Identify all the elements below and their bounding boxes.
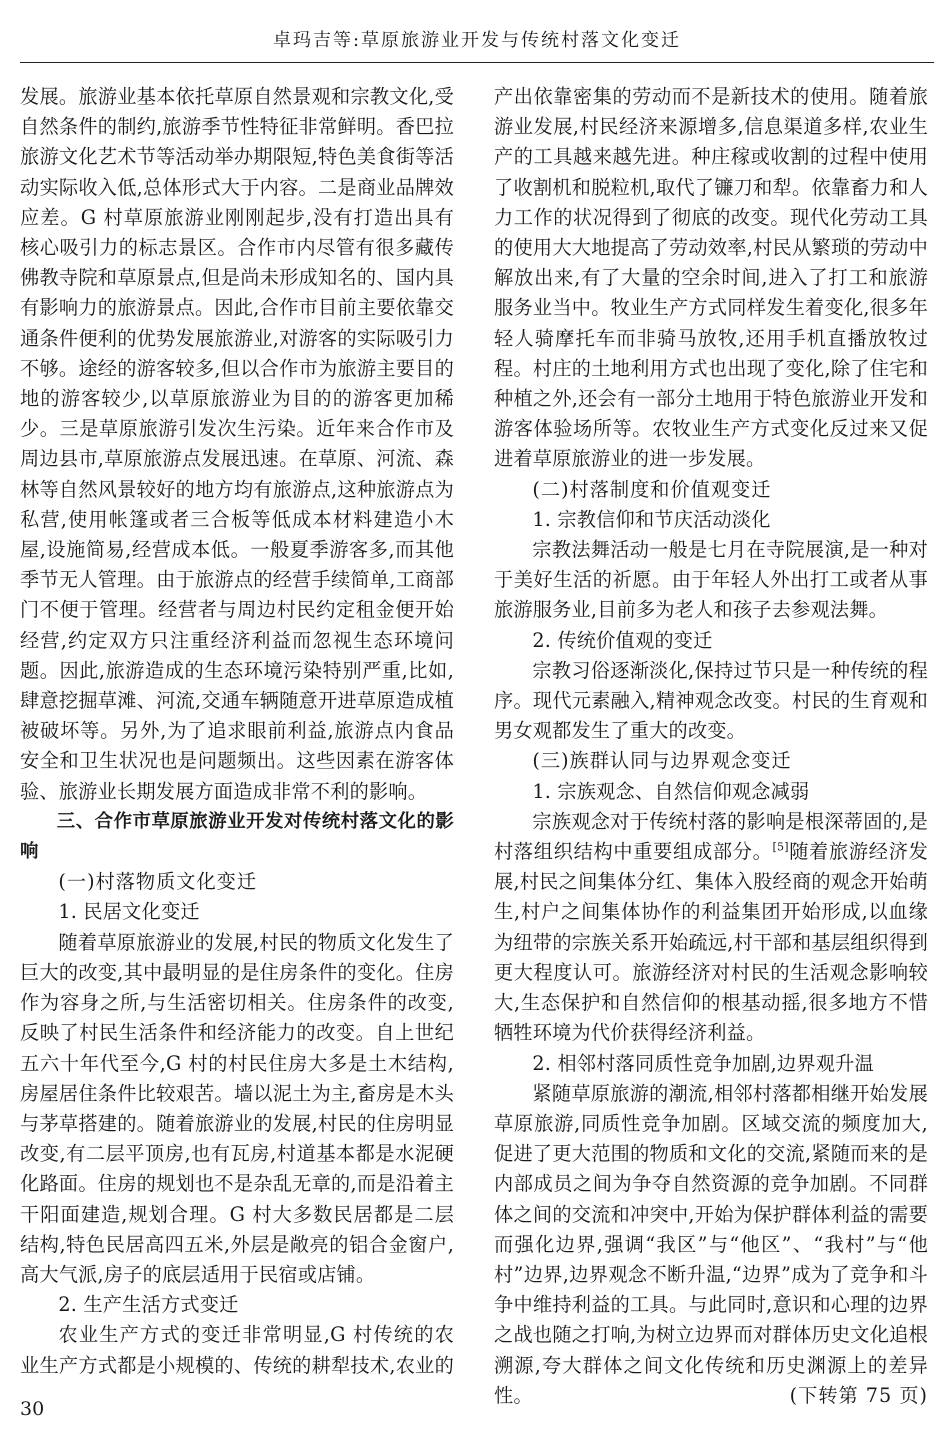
subsection-heading: (三)族群认同与边界观念变迁 [532,749,792,773]
citation-reference: [5] [772,840,789,854]
body-paragraph: 发展。旅游业基本依托草原自然景观和宗教文化,受自然条件的制约,旅游季节性特征非常鲜明。香巴拉旅游文化艺术节等活动举办期限短,特色美食街等活动实际收入低,总体形式大于内容。二是商业品牌效应差。G 村草原旅游业刚刚起步,没有打造出具有核心吸引力的标志景区。合作市内尽管有很多藏传佛教寺院和草原景点,但是尚未形成知名的、国内具有影响力的旅游景点。因此,合作市目前主要依靠交通条件便利的优势发展旅游业,对游客的实际吸引力不够。途经的游客较多,但以合作市为旅游主要目的地的游客较少,以草原旅游业为目的的游客更加稀少。三是草原旅游引发次生污染。近年来合作市及周边县市,草原旅游点发展迅速。在草原、河流、森林等自然风景较好的地方均有旅游点,这种旅游点为私营,使用帐篷或者三合板等低成本材料建造小木屋,设施简易,经营成本低。一般夏季游客多,而其他季节无人管理。由于旅游点的经营手续简单,工商部门不便于管理。经营者与周边村民约定租金便开始经营,约定双方只注重经济利益而忽视生态环境问题。因此,旅游造成的生态环境污染特别严重,比如,肆意挖掘草滩、河流,交通车辆随意开进草原造成植被破坏等。另外,为了追求眼前利益,旅游点内食品安全和卫生状况也是问题频出。这些因素在游客体验、旅游业长期发展方面造成非常不利的影响。 [20,85,454,803]
running-title: 卓玛吉等:草原旅游业开发与传统村落文化变迁 [272,30,682,51]
item-heading: 1. 民居文化变迁 [58,900,200,924]
page-number: 30 [20,1398,45,1420]
body-paragraph [494,1079,928,1411]
body-paragraph: 农业生产方式的变迁非常明显,G 村传统的农业生产方式都是小规模的、传统的耕犁技术,农业的 [20,1323,454,1377]
continued-note: (下转第 75 页) [789,1383,928,1407]
item-heading: 1. 宗教信仰和节庆活动淡化 [532,507,771,531]
left-column [20,82,454,1381]
section-heading: 三、合作市草原旅游业开发对传统村落文化的影响 [20,810,454,863]
item-heading: 1. 宗族观念、自然信仰观念减弱 [532,779,810,803]
body-paragraph: 宗教习俗逐渐淡化,保持过节只是一种传统的程序。现代元素融入,精神观念改变。村民的生育观和男女观都发生了重大的改变。 [494,658,928,743]
paragraph-text: 宗族观念对于传统村落的影响是根深蒂固的,是村落组织结构中重要组成部分。 [494,809,928,864]
body-paragraph: 产出依靠密集的劳动而不是新技术的使用。随着旅游业发展,村民经济来源增多,信息渠道多样,农业生产的工具越来越先进。种庄稼或收割的过程中使用了收割机和脱粒机,取代了镰刀和犁。依靠畜力和人力工作的状况得到了彻底的改变。现代化劳动工具的使用大大地提高了劳动效率,村民从繁琐的劳动中解放出来,有了大量的空余时间,进入了打工和旅游服务业当中。牧业生产方式同样发生着变化,很多年轻人骑摩托车而非骑马放牧,还用手机直播放牧过程。村庄的土地利用方式也出现了变化,除了住宅和种植之外,还会有一部分土地用于特色旅游业开发和游客体验场所等。农牧业生产方式变化反过来又促进着草原旅游业的进一步发展。 [494,85,928,471]
body-paragraph: 随着草原旅游业的发展,村民的物质文化发生了巨大的改变,其中最明显的是住房条件的变化。住房作为容身之所,与生活密切相关。住房条件的改变,反映了村民生活条件和经济能力的改变。自上世纪五六十年代至今,G 村的村民住房大多是土木结构,房屋居住条件比较艰苦。墙以泥土为主,畜房是木头与茅草搭建的。随着旅游业的发展,村民的住房明显改变,有二层平顶房,也有瓦房,村道基本都是水泥硬化路面。住房的规划也不是杂乱无章的,而是沿着主干阳面建造,规划合理。G 村大多数民居都是二层结构,特色民居高四五米,外层是敞亮的铝合金窗户,高大气派,房子的底层适用于民宿或店铺。 [20,930,454,1286]
item-heading: 2. 生产生活方式变迁 [58,1293,239,1317]
item-heading: 2. 传统价值观的变迁 [532,628,713,652]
right-column [494,82,928,1411]
paragraph-text: 紧随草原旅游的潮流,相邻村落都相继开始发展草原旅游,同质性竞争加剧。区域交流的频度加大,促进了更大范围的物质和文化的交流,紧随而来的是内部成员之间为争夺自然资源的竞争加剧。不同群体之间的交流和冲突中,开始为保护群体利益的需要而强化边界,强调“我区”与“他区”、“我村”与“他村”边界,边界观念不断升温,“边界”成为了竞争和斗争中维持利益的工具。与此同时,意识和心理的边界之战也随之打响,为树立边界而对群体历史文化追根溯源,夸大群体之间文化传统和历史渊源上的差异性。 [494,1081,928,1407]
body-paragraph: 宗教法舞活动一般是七月在寺院展演,是一种对于美好生活的祈愿。由于年轻人外出打工或者从事旅游服务业,目前多为老人和孩子去参观法舞。 [494,538,928,622]
subsection-heading: (二)村落制度和价值观变迁 [532,477,772,501]
running-header [20,22,934,63]
subsection-heading: (一)村落物质文化变迁 [58,870,258,894]
body-paragraph [494,807,928,1049]
paragraph-text: 随着旅游经济发展,村民之间集体分红、集体入股经商的观念开始萌生,村户之间集体协作的利益集团开始形成,以血缘为纽带的宗族关系开始疏远,村干部和基层组织得到更大程度认可。旅游经济对村民的生活观念影响较大,生态保护和自然信仰的根基动摇,很多地方不惜牺牲环境为代价获得经济利益。 [494,840,928,1045]
item-heading: 2. 相邻村落同质性竞争加剧,边界观升温 [532,1051,874,1075]
